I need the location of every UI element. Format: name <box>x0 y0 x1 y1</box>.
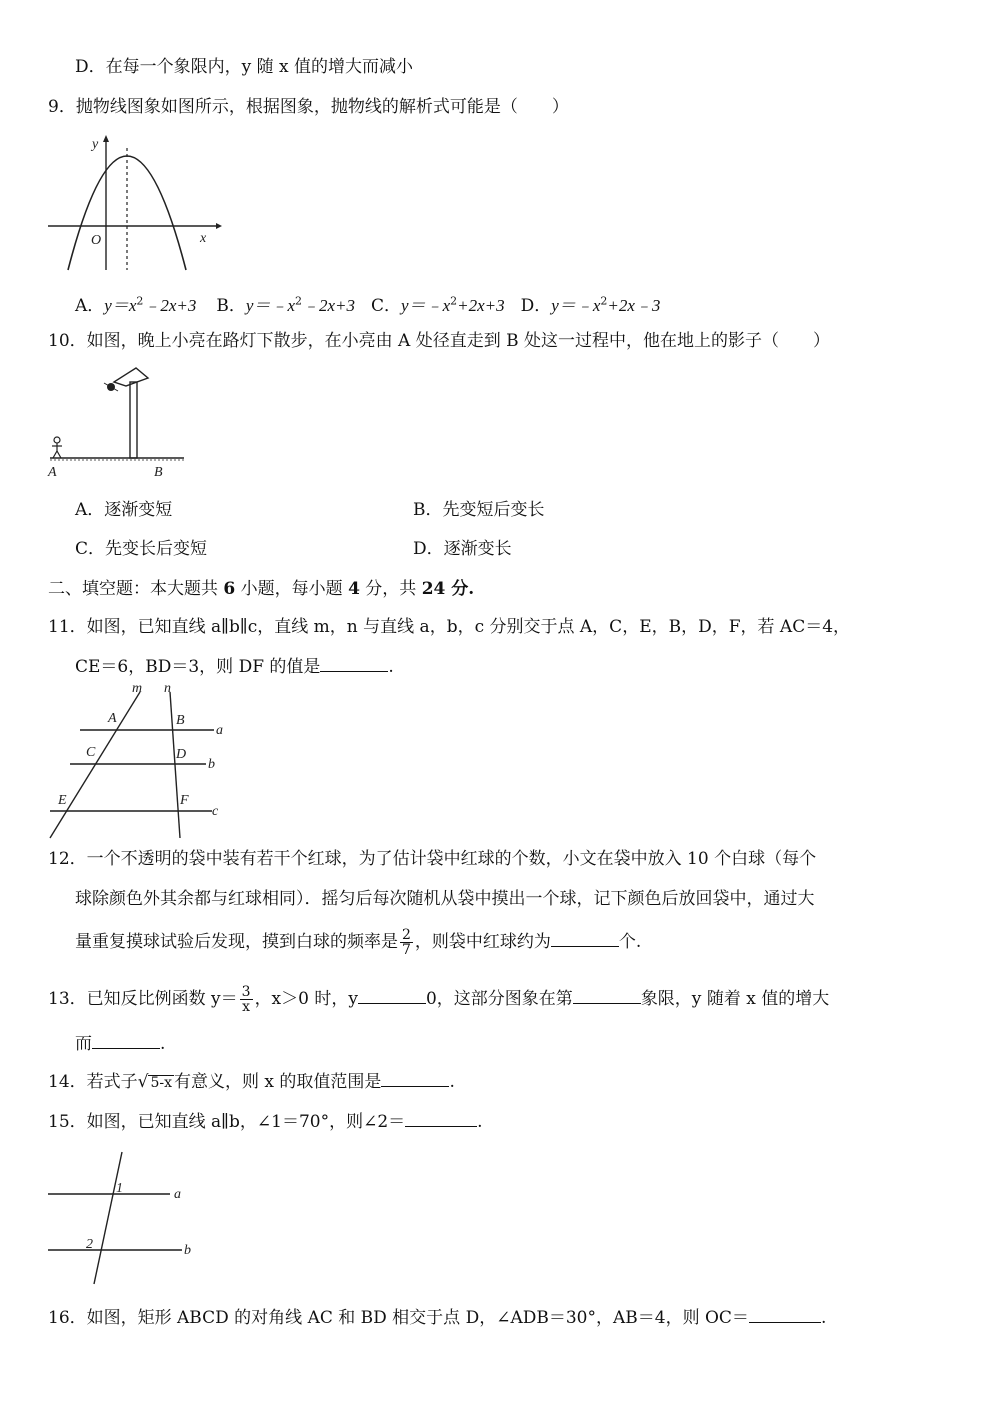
q11-point-B: B <box>176 713 185 728</box>
q10-option-c: C．先变长后变短 <box>75 539 208 559</box>
q16-answer-blank[interactable] <box>749 1306 821 1323</box>
q10-person-head <box>54 437 60 443</box>
q11-answer-blank[interactable] <box>320 655 388 672</box>
q13-blank-1[interactable] <box>358 987 426 1004</box>
q13-blank-2[interactable] <box>573 987 641 1004</box>
q14-answer-blank[interactable] <box>381 1070 449 1087</box>
q9-y-arrow <box>103 135 109 142</box>
q11-point-E: E <box>58 793 67 808</box>
q11-point-F: F <box>180 793 189 808</box>
q11-label-b: b <box>208 757 215 772</box>
q12-fraction: $\frac{2}{7}$ <box>402 927 411 958</box>
q10-point-b: B <box>154 465 163 480</box>
q12-line1: 12．一个不透明的袋中装有若干个红球，为了估计袋中红球的个数，小文在袋中放入 10 个白球（每个 <box>48 849 817 869</box>
q10-point-a: A <box>48 465 57 480</box>
q15-transversal <box>94 1152 122 1284</box>
q11-stem-line2: CE＝6，BD＝3，则 DF 的值是 . <box>75 657 394 677</box>
q14-radicand: 5-x <box>150 1075 173 1091</box>
q9-x-arrow <box>216 223 222 229</box>
q15-angle-1: 1 <box>116 1181 123 1196</box>
q12-answer-blank[interactable] <box>551 930 619 947</box>
q11-point-C: C <box>86 745 96 760</box>
q15-stem: 15．如图，已知直线 a∥b，∠1＝70°，则∠2＝ . <box>48 1112 483 1132</box>
q10-stem: 10．如图，晚上小亮在路灯下散步，在小亮由 A 处径直走到 B 处这一过程中，他在地上的影子（ ） <box>48 331 831 351</box>
q11-label-c: c <box>212 804 219 819</box>
q12-line3: 量重复摸球试验后发现，摸到白球的频率是 $\frac{2}{7}$ ，则袋中红球约为 个. <box>75 927 642 958</box>
q15-angle-figure <box>44 1148 204 1288</box>
q13-blank-3[interactable] <box>92 1032 160 1049</box>
q9-option-b: B．$y=﹣x^2﹣2x+3$ <box>216 294 356 316</box>
q10-lamp-post <box>130 382 137 458</box>
q10-option-d: D．逐渐变长 <box>413 539 512 559</box>
q15-label-a: a <box>174 1187 181 1202</box>
q13-line2: 而 . <box>75 1034 166 1054</box>
q9-option-c: C．$y=﹣x^2+2x+3$ <box>371 294 505 316</box>
q9-stem: 9．抛物线图象如图所示，根据图象，抛物线的解析式可能是（ ） <box>48 97 569 117</box>
section2-header: 二、填空题：本大题共 6 小题，每小题 4 分，共 24 分. <box>48 579 475 599</box>
q11-parallel-lines-figure <box>44 680 234 840</box>
q10-option-a: A．逐渐变短 <box>75 500 173 520</box>
q15-label-b: b <box>184 1243 191 1258</box>
q10-lamp-head <box>114 368 148 386</box>
q16-stem: 16．如图，矩形 ABCD 的对角线 AC 和 BD 相交于点 D，∠ADB＝30°，AB＝4，则 OC＝ . <box>48 1308 827 1328</box>
q11-label-m: m <box>132 681 143 696</box>
q9-option-d: D．$y=﹣x^2+2x﹣3$ <box>520 294 661 316</box>
q9-origin-label: O <box>91 233 102 248</box>
q9-x-label: x <box>200 231 207 246</box>
q14-stem: 14．若式子√ 5-x 有意义，则 x 的取值范围是 . <box>48 1072 455 1092</box>
q11-stem-line1: 11．如图，已知直线 a∥b∥c，直线 m，n 与直线 a，b，c 分别交于点 A，C，E，B，D，F，若 AC＝4， <box>48 617 851 637</box>
q15-answer-blank[interactable] <box>405 1110 477 1127</box>
q11-label-n: n <box>164 681 171 696</box>
q13-line1: 13．已知反比例函数 y＝ $\frac{3}{x}$ ，x＞0 时，y 0，这部分图象在第 象限，y 随着 x 值的增大 <box>48 984 830 1015</box>
q9-parabola-figure <box>44 130 224 275</box>
q12-line2: 球除颜色外其余都与红球相同）．摇匀后每次随机从袋中摸出一个球，记下颜色后放回袋中，通过大 <box>75 889 815 909</box>
q11-point-A: A <box>108 711 117 726</box>
q14-sqrt-sign: √ <box>137 1072 149 1092</box>
q10-streetlamp-figure <box>44 360 204 480</box>
q10-option-b: B．先变短后变长 <box>413 500 545 520</box>
q11-point-D: D <box>176 747 187 762</box>
q11-label-a: a <box>216 723 223 738</box>
q10-person-legs <box>53 451 61 458</box>
q15-angle-2: 2 <box>86 1237 93 1252</box>
q9-options <box>75 290 660 317</box>
q9-y-label: y <box>92 137 99 152</box>
q13-fraction: $\frac{3}{x}$ <box>241 984 251 1015</box>
q9-option-a: A．$y=x^2﹣2x+3$ <box>75 294 197 316</box>
q8-option-d: D．在每一个象限内，y 随 x 值的增大而减小 <box>75 57 414 77</box>
